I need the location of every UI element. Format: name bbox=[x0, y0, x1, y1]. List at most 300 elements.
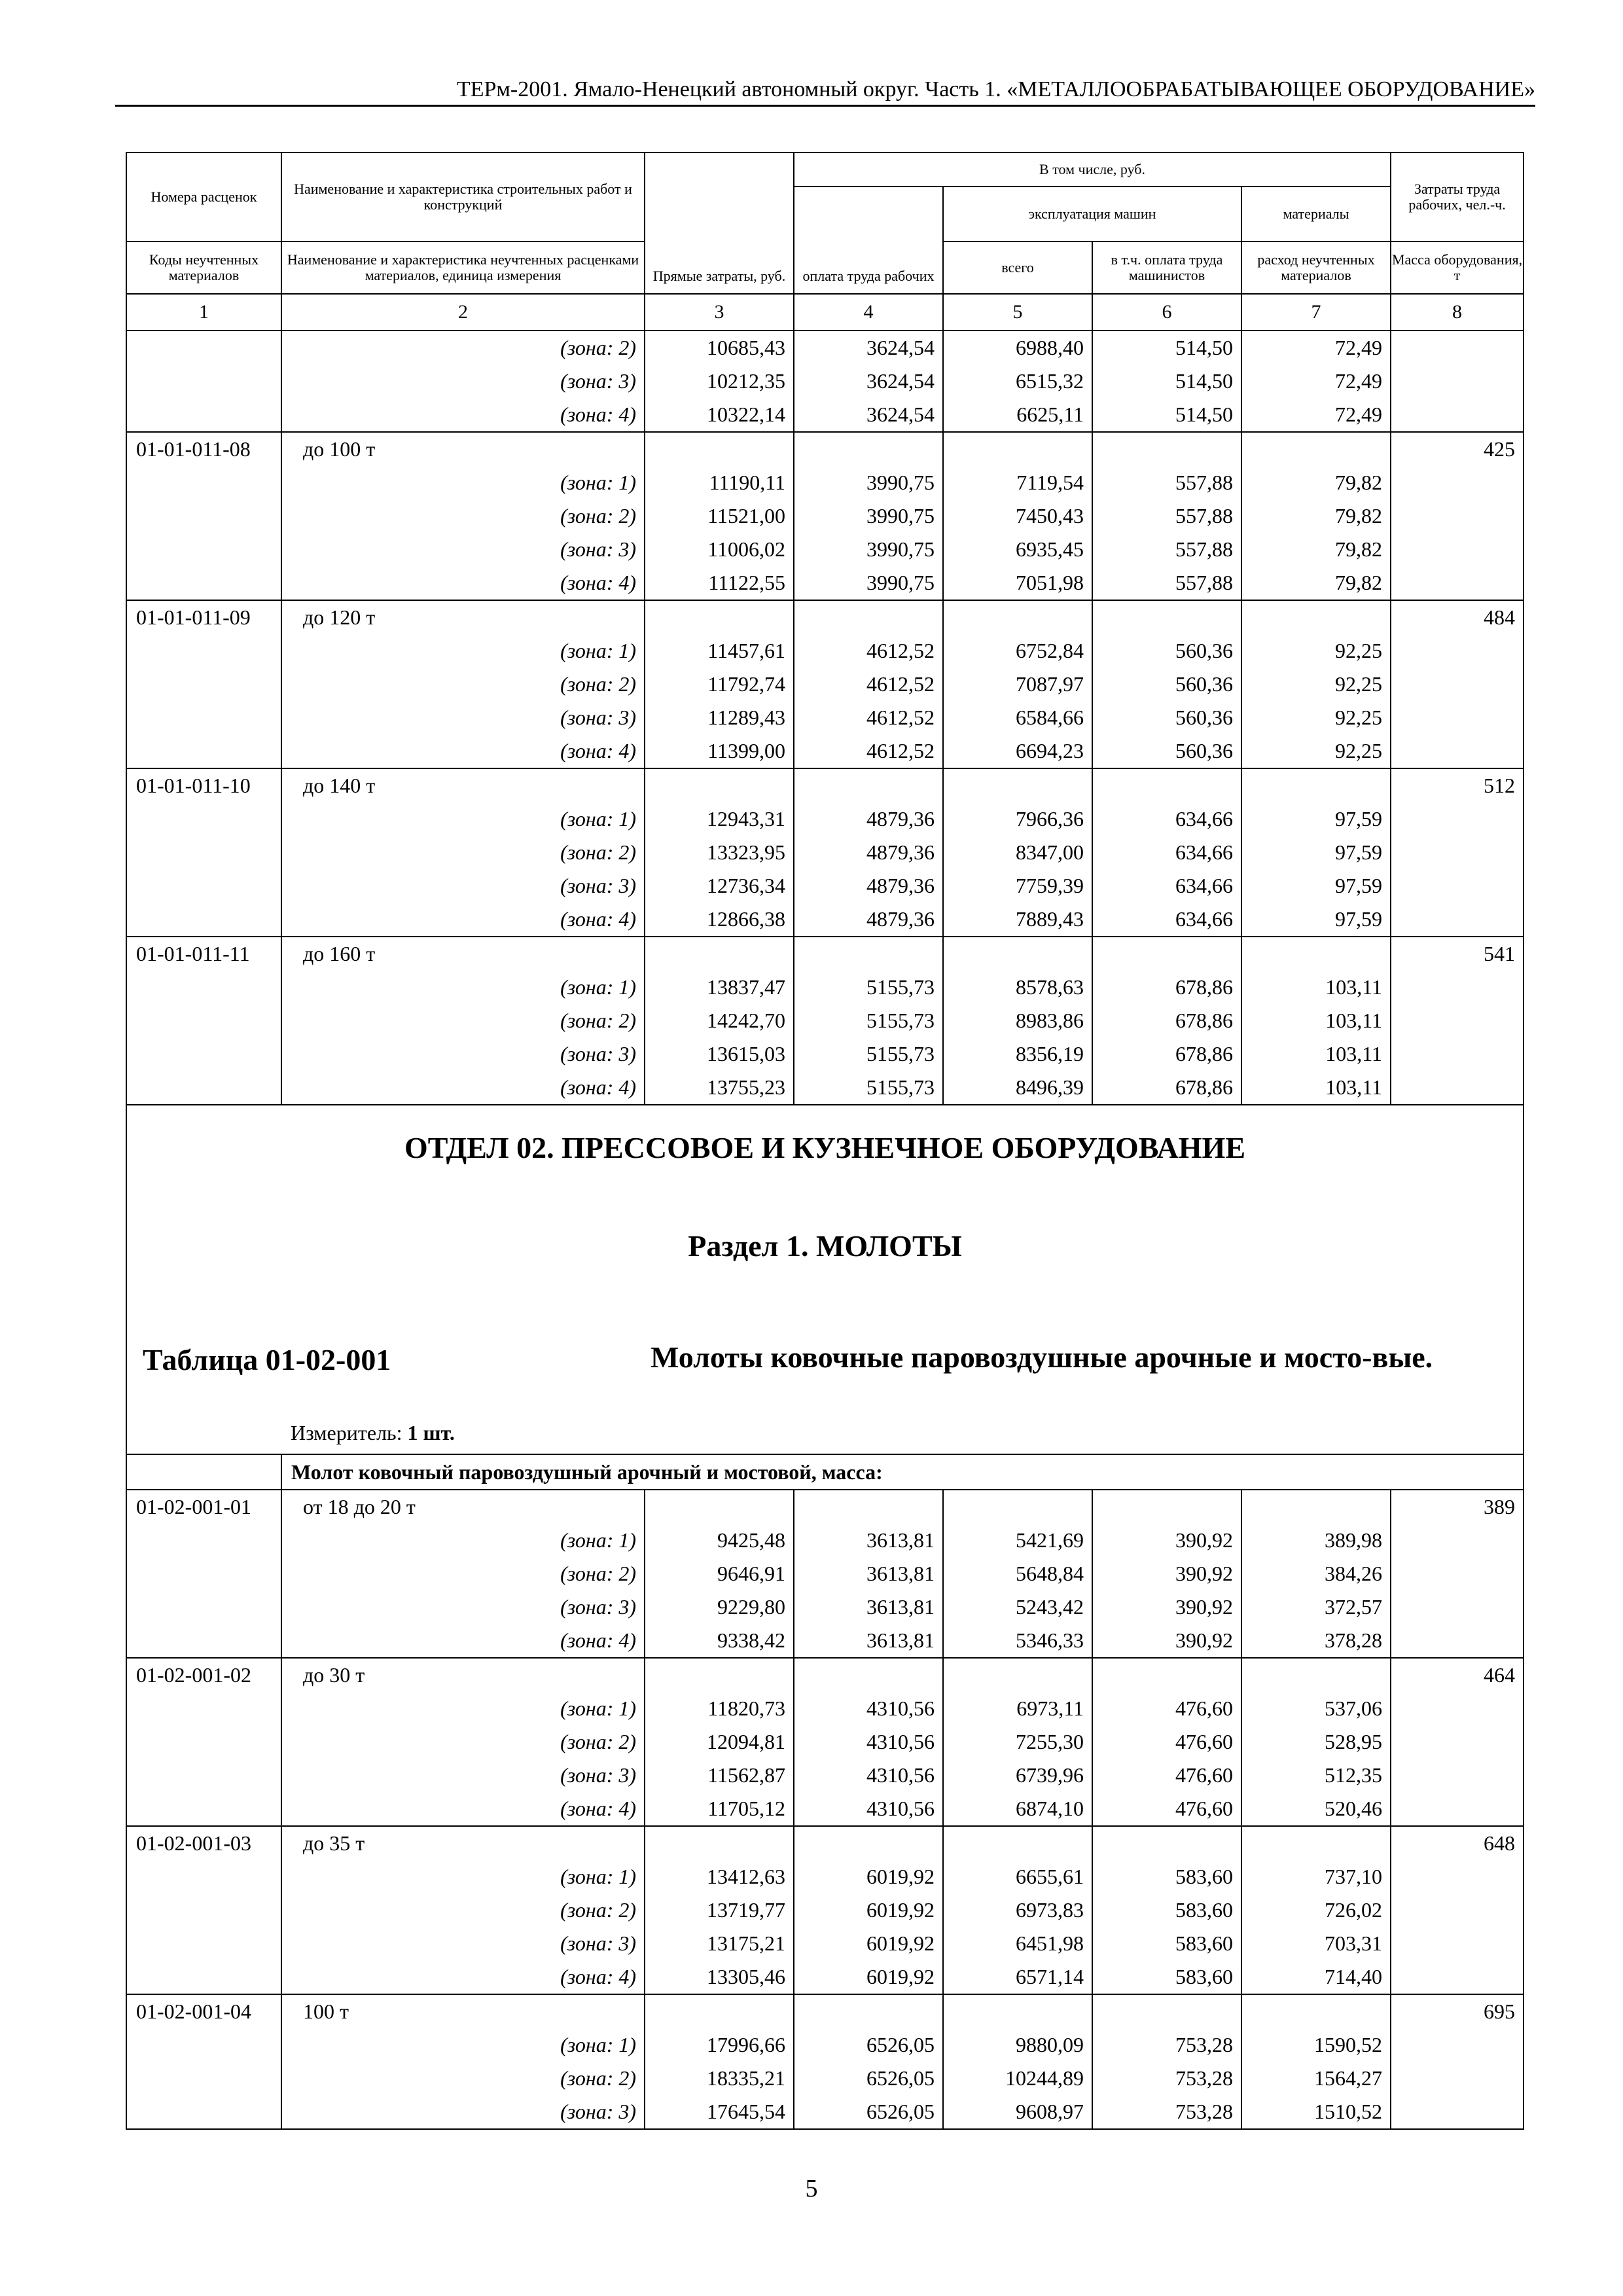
materials-cell: 703,31 bbox=[1241, 1927, 1391, 1960]
direct-costs-cell: 10685,43 bbox=[645, 331, 794, 365]
machines-total-cell: 7759,39 bbox=[943, 869, 1092, 903]
machines-total-cell bbox=[943, 432, 1092, 466]
header-total: всего bbox=[943, 242, 1092, 294]
header-rate-numbers: Номера расценок bbox=[126, 152, 281, 242]
table-row bbox=[126, 937, 1524, 971]
mass-cell bbox=[1391, 1893, 1524, 1927]
rate-code bbox=[126, 668, 281, 701]
mass-cell: 484 bbox=[1391, 600, 1524, 634]
worker-pay-cell: 3990,75 bbox=[794, 466, 943, 499]
direct-costs-cell bbox=[645, 600, 794, 634]
subsection-title: Раздел 1. МОЛОТЫ bbox=[688, 1229, 962, 1263]
worker-pay-cell: 4879,36 bbox=[794, 836, 943, 869]
item-name: до 100 т bbox=[281, 432, 645, 466]
materials-cell: 512,35 bbox=[1241, 1759, 1391, 1792]
mass-cell: 389 bbox=[1391, 1490, 1524, 1524]
machinist-pay-cell: 557,88 bbox=[1092, 466, 1241, 499]
zone-label: (зона: 4) bbox=[281, 1624, 645, 1658]
mass-cell bbox=[1391, 903, 1524, 937]
direct-costs-cell: 14242,70 bbox=[645, 1004, 794, 1037]
materials-cell: 97,59 bbox=[1241, 903, 1391, 937]
direct-costs-cell: 11289,43 bbox=[645, 701, 794, 734]
machinist-pay-cell bbox=[1092, 1658, 1241, 1692]
machines-total-cell: 6752,84 bbox=[943, 634, 1092, 668]
direct-costs-cell: 13412,63 bbox=[645, 1860, 794, 1893]
materials-cell bbox=[1241, 768, 1391, 802]
machinist-pay-cell: 753,28 bbox=[1092, 2062, 1241, 2095]
machinist-pay-cell: 678,86 bbox=[1092, 1037, 1241, 1071]
materials-cell: 528,95 bbox=[1241, 1725, 1391, 1759]
table-row bbox=[126, 1004, 1524, 1037]
table-row bbox=[126, 1557, 1524, 1590]
table-row bbox=[126, 398, 1524, 432]
machines-total-cell: 6694,23 bbox=[943, 734, 1092, 768]
zone-label: (зона: 2) bbox=[281, 1004, 645, 1037]
materials-cell: 520,46 bbox=[1241, 1792, 1391, 1826]
table-row bbox=[126, 432, 1524, 466]
header-worker-pay: оплата труда рабочих bbox=[794, 187, 943, 294]
direct-costs-cell: 10212,35 bbox=[645, 365, 794, 398]
machines-total-cell: 5346,33 bbox=[943, 1624, 1092, 1658]
table-label: Таблица 01-02-001 bbox=[143, 1343, 391, 1376]
table-row bbox=[126, 1792, 1524, 1826]
worker-pay-cell: 4612,52 bbox=[794, 668, 943, 701]
mass-cell: 541 bbox=[1391, 937, 1524, 971]
direct-costs-cell: 11820,73 bbox=[645, 1692, 794, 1725]
table-row bbox=[126, 1927, 1524, 1960]
worker-pay-cell: 4310,56 bbox=[794, 1792, 943, 1826]
direct-costs-cell: 11705,12 bbox=[645, 1792, 794, 1826]
table-row bbox=[126, 2028, 1524, 2062]
header-material-name: Наименование и характеристика неучтенных расценками материалов, единица измерения bbox=[281, 242, 645, 294]
worker-pay-cell: 6019,92 bbox=[794, 1860, 943, 1893]
materials-cell bbox=[1241, 600, 1391, 634]
machines-total-cell bbox=[943, 1658, 1092, 1692]
header-materials: материалы bbox=[1241, 187, 1391, 242]
machinist-pay-cell: 557,88 bbox=[1092, 566, 1241, 600]
zone-label: (зона: 3) bbox=[281, 2095, 645, 2129]
mass-cell bbox=[1391, 2062, 1524, 2095]
materials-cell: 378,28 bbox=[1241, 1624, 1391, 1658]
column-number: 3 bbox=[645, 294, 794, 331]
rate-code bbox=[126, 1927, 281, 1960]
direct-costs-cell: 10322,14 bbox=[645, 398, 794, 432]
machines-total-cell bbox=[943, 600, 1092, 634]
direct-costs-cell: 11457,61 bbox=[645, 634, 794, 668]
rate-code bbox=[126, 1624, 281, 1658]
table-row bbox=[126, 1590, 1524, 1624]
table-row bbox=[126, 701, 1524, 734]
machines-total-cell bbox=[943, 1826, 1092, 1860]
direct-costs-cell bbox=[645, 432, 794, 466]
rate-code bbox=[126, 1792, 281, 1826]
direct-costs-cell: 12866,38 bbox=[645, 903, 794, 937]
meter-value: 1 шт. bbox=[407, 1421, 455, 1444]
machines-total-cell: 7119,54 bbox=[943, 466, 1092, 499]
table-row bbox=[126, 634, 1524, 668]
zone-label: (зона: 2) bbox=[281, 1893, 645, 1927]
direct-costs-cell: 9646,91 bbox=[645, 1557, 794, 1590]
materials-cell bbox=[1241, 1658, 1391, 1692]
zone-label: (зона: 4) bbox=[281, 1071, 645, 1105]
table-row bbox=[126, 1893, 1524, 1927]
zone-label: (зона: 2) bbox=[281, 668, 645, 701]
machines-total-cell: 6451,98 bbox=[943, 1927, 1092, 1960]
worker-pay-cell: 3624,54 bbox=[794, 365, 943, 398]
machines-total-cell: 6584,66 bbox=[943, 701, 1092, 734]
mass-cell bbox=[1391, 1524, 1524, 1557]
materials-cell: 72,49 bbox=[1241, 398, 1391, 432]
machines-total-cell: 6625,11 bbox=[943, 398, 1092, 432]
rate-code bbox=[126, 1590, 281, 1624]
direct-costs-cell: 13837,47 bbox=[645, 971, 794, 1004]
worker-pay-cell bbox=[794, 432, 943, 466]
machines-total-cell: 8983,86 bbox=[943, 1004, 1092, 1037]
machinist-pay-cell: 583,60 bbox=[1092, 1860, 1241, 1893]
direct-costs-cell: 13719,77 bbox=[645, 1893, 794, 1927]
rate-code bbox=[126, 1725, 281, 1759]
running-header: ТЕРм-2001. Ямало-Ненецкий автономный округ. Часть 1. «МЕТАЛЛООБРАБАТЫВАЮЩЕЕ ОБОРУДОВАНИЕ» bbox=[456, 77, 1535, 101]
zone-label: (зона: 1) bbox=[281, 1692, 645, 1725]
table-row bbox=[126, 734, 1524, 768]
materials-cell: 72,49 bbox=[1241, 331, 1391, 365]
mass-cell bbox=[1391, 2028, 1524, 2062]
worker-pay-cell: 4310,56 bbox=[794, 1725, 943, 1759]
item-name: до 30 т bbox=[281, 1658, 645, 1692]
machinist-pay-cell: 583,60 bbox=[1092, 1893, 1241, 1927]
mass-cell bbox=[1391, 1725, 1524, 1759]
mass-cell bbox=[1391, 1860, 1524, 1893]
machinist-pay-cell: 634,66 bbox=[1092, 869, 1241, 903]
machinist-pay-cell: 753,28 bbox=[1092, 2028, 1241, 2062]
header-equipment-mass: Масса оборудования, т bbox=[1391, 242, 1524, 294]
table-row bbox=[126, 1490, 1524, 1524]
materials-cell: 1510,52 bbox=[1241, 2095, 1391, 2129]
item-name: до 120 т bbox=[281, 600, 645, 634]
machinist-pay-cell: 514,50 bbox=[1092, 398, 1241, 432]
machines-total-cell: 10244,89 bbox=[943, 2062, 1092, 2095]
materials-cell: 92,25 bbox=[1241, 701, 1391, 734]
zone-label: (зона: 3) bbox=[281, 869, 645, 903]
header-unaccounted-materials: расход неучтенных материалов bbox=[1241, 242, 1391, 294]
table-row bbox=[126, 2062, 1524, 2095]
table-row bbox=[126, 1826, 1524, 1860]
machinist-pay-cell: 634,66 bbox=[1092, 836, 1241, 869]
direct-costs-cell: 12094,81 bbox=[645, 1725, 794, 1759]
direct-costs-cell bbox=[645, 937, 794, 971]
mass-cell bbox=[1391, 1792, 1524, 1826]
worker-pay-cell: 5155,73 bbox=[794, 971, 943, 1004]
measurement-unit bbox=[291, 1421, 455, 1445]
zone-label: (зона: 3) bbox=[281, 1590, 645, 1624]
table-row bbox=[126, 1692, 1524, 1725]
materials-cell bbox=[1241, 937, 1391, 971]
direct-costs-cell: 9425,48 bbox=[645, 1524, 794, 1557]
worker-pay-cell bbox=[794, 600, 943, 634]
table-row bbox=[126, 802, 1524, 836]
worker-pay-cell: 3990,75 bbox=[794, 533, 943, 566]
zone-label: (зона: 1) bbox=[281, 466, 645, 499]
machines-total-cell: 9608,97 bbox=[943, 2095, 1092, 2129]
rate-code bbox=[126, 1759, 281, 1792]
machinist-pay-cell: 634,66 bbox=[1092, 903, 1241, 937]
mass-cell bbox=[1391, 1557, 1524, 1590]
mass-cell: 464 bbox=[1391, 1658, 1524, 1692]
table-row bbox=[126, 836, 1524, 869]
table-row bbox=[126, 1725, 1524, 1759]
rate-code: 01-02-001-04 bbox=[126, 1994, 281, 2028]
rate-code bbox=[126, 1004, 281, 1037]
machinist-pay-cell: 678,86 bbox=[1092, 1004, 1241, 1037]
machines-total-cell: 6988,40 bbox=[943, 331, 1092, 365]
worker-pay-cell: 5155,73 bbox=[794, 1004, 943, 1037]
machines-total-cell: 7051,98 bbox=[943, 566, 1092, 600]
column-number: 4 bbox=[794, 294, 943, 331]
machinist-pay-cell: 560,36 bbox=[1092, 734, 1241, 768]
rate-code bbox=[126, 1692, 281, 1725]
direct-costs-cell bbox=[645, 1826, 794, 1860]
zone-label: (зона: 4) bbox=[281, 734, 645, 768]
worker-pay-cell: 6526,05 bbox=[794, 2095, 943, 2129]
direct-costs-cell: 9229,80 bbox=[645, 1590, 794, 1624]
zone-label: (зона: 4) bbox=[281, 398, 645, 432]
worker-pay-cell: 3990,75 bbox=[794, 566, 943, 600]
rate-code bbox=[126, 1524, 281, 1557]
rate-code bbox=[126, 634, 281, 668]
worker-pay-cell: 6019,92 bbox=[794, 1893, 943, 1927]
machines-total-cell: 6571,14 bbox=[943, 1960, 1092, 1994]
mass-cell bbox=[1391, 1071, 1524, 1105]
direct-costs-cell bbox=[645, 1658, 794, 1692]
rate-code: 01-02-001-02 bbox=[126, 1658, 281, 1692]
header-machinist-pay: в т.ч. оплата труда машинистов bbox=[1092, 242, 1241, 294]
mass-cell bbox=[1391, 701, 1524, 734]
mass-cell bbox=[1391, 668, 1524, 701]
machines-total-cell: 8496,39 bbox=[943, 1071, 1092, 1105]
materials-cell: 97,59 bbox=[1241, 836, 1391, 869]
worker-pay-cell: 4612,52 bbox=[794, 634, 943, 668]
direct-costs-cell: 11006,02 bbox=[645, 533, 794, 566]
rate-code bbox=[126, 971, 281, 1004]
machinist-pay-cell: 634,66 bbox=[1092, 802, 1241, 836]
rate-code bbox=[126, 2028, 281, 2062]
rate-code bbox=[126, 802, 281, 836]
rate-code bbox=[126, 1960, 281, 1994]
zone-label: (зона: 4) bbox=[281, 903, 645, 937]
section-block bbox=[126, 1105, 1524, 1454]
mass-cell bbox=[1391, 1037, 1524, 1071]
zone-label: (зона: 3) bbox=[281, 365, 645, 398]
worker-pay-cell: 3613,81 bbox=[794, 1557, 943, 1590]
mass-cell bbox=[1391, 331, 1524, 365]
column-number: 5 bbox=[943, 294, 1092, 331]
direct-costs-cell: 13175,21 bbox=[645, 1927, 794, 1960]
machines-total-cell: 7889,43 bbox=[943, 903, 1092, 937]
direct-costs-cell: 9338,42 bbox=[645, 1624, 794, 1658]
machines-total-cell: 6935,45 bbox=[943, 533, 1092, 566]
rate-code: 01-01-011-11 bbox=[126, 937, 281, 971]
machines-total-cell: 7087,97 bbox=[943, 668, 1092, 701]
worker-pay-cell: 5155,73 bbox=[794, 1071, 943, 1105]
table-row bbox=[126, 768, 1524, 802]
materials-cell: 79,82 bbox=[1241, 533, 1391, 566]
rate-code bbox=[126, 1893, 281, 1927]
rate-code bbox=[126, 466, 281, 499]
machinist-pay-cell: 390,92 bbox=[1092, 1524, 1241, 1557]
machinist-pay-cell bbox=[1092, 432, 1241, 466]
zone-label: (зона: 4) bbox=[281, 1960, 645, 1994]
machines-total-cell: 6874,10 bbox=[943, 1792, 1092, 1826]
item-name: 100 т bbox=[281, 1994, 645, 2028]
table-row bbox=[126, 1759, 1524, 1792]
mass-cell bbox=[1391, 971, 1524, 1004]
machinist-pay-cell: 476,60 bbox=[1092, 1792, 1241, 1826]
materials-cell: 726,02 bbox=[1241, 1893, 1391, 1927]
materials-cell: 372,57 bbox=[1241, 1590, 1391, 1624]
machinist-pay-cell: 390,92 bbox=[1092, 1590, 1241, 1624]
machines-total-cell: 6515,32 bbox=[943, 365, 1092, 398]
header-work-name: Наименование и характеристика строительных работ и конструкций bbox=[281, 152, 645, 242]
worker-pay-cell: 6526,05 bbox=[794, 2028, 943, 2062]
machinist-pay-cell: 514,50 bbox=[1092, 365, 1241, 398]
materials-cell: 72,49 bbox=[1241, 365, 1391, 398]
machines-total-cell: 6739,96 bbox=[943, 1759, 1092, 1792]
direct-costs-cell: 13305,46 bbox=[645, 1960, 794, 1994]
zone-label: (зона: 1) bbox=[281, 1524, 645, 1557]
machinist-pay-cell: 476,60 bbox=[1092, 1692, 1241, 1725]
section-cell bbox=[126, 1105, 1524, 1454]
mass-cell bbox=[1391, 466, 1524, 499]
materials-cell: 714,40 bbox=[1241, 1960, 1391, 1994]
table-row bbox=[126, 466, 1524, 499]
mass-cell: 425 bbox=[1391, 432, 1524, 466]
column-number: 1 bbox=[126, 294, 281, 331]
worker-pay-cell: 3613,81 bbox=[794, 1590, 943, 1624]
direct-costs-cell bbox=[645, 1994, 794, 2028]
rate-code bbox=[126, 734, 281, 768]
direct-costs-cell: 13323,95 bbox=[645, 836, 794, 869]
worker-pay-cell: 6019,92 bbox=[794, 1927, 943, 1960]
header-including: В том числе, руб. bbox=[794, 152, 1391, 187]
direct-costs-cell: 11122,55 bbox=[645, 566, 794, 600]
machines-total-cell: 5648,84 bbox=[943, 1557, 1092, 1590]
rate-code bbox=[126, 1071, 281, 1105]
worker-pay-cell: 3613,81 bbox=[794, 1524, 943, 1557]
table-row bbox=[126, 1071, 1524, 1105]
zone-label: (зона: 3) bbox=[281, 533, 645, 566]
mass-cell bbox=[1391, 533, 1524, 566]
table-row bbox=[126, 1860, 1524, 1893]
zone-label: (зона: 3) bbox=[281, 701, 645, 734]
direct-costs-cell: 11562,87 bbox=[645, 1759, 794, 1792]
machinist-pay-cell: 583,60 bbox=[1092, 1960, 1241, 1994]
materials-cell bbox=[1241, 1826, 1391, 1860]
materials-cell: 1590,52 bbox=[1241, 2028, 1391, 2062]
worker-pay-cell bbox=[794, 1826, 943, 1860]
machinist-pay-cell: 560,36 bbox=[1092, 668, 1241, 701]
worker-pay-cell: 5155,73 bbox=[794, 1037, 943, 1071]
table-caption: Молоты ковочные паровоздушные арочные и мосто-вые. bbox=[651, 1340, 1433, 1374]
machines-total-cell bbox=[943, 1490, 1092, 1524]
zone-label: (зона: 2) bbox=[281, 1557, 645, 1590]
machinist-pay-cell bbox=[1092, 768, 1241, 802]
machines-total-cell: 7255,30 bbox=[943, 1725, 1092, 1759]
item-name: от 18 до 20 т bbox=[281, 1490, 645, 1524]
rate-code: 01-01-011-09 bbox=[126, 600, 281, 634]
worker-pay-cell: 6019,92 bbox=[794, 1960, 943, 1994]
materials-cell bbox=[1241, 1994, 1391, 2028]
materials-cell: 97,59 bbox=[1241, 802, 1391, 836]
zone-label: (зона: 2) bbox=[281, 499, 645, 533]
rate-code: 01-01-011-10 bbox=[126, 768, 281, 802]
zone-label: (зона: 4) bbox=[281, 1792, 645, 1826]
rates-table bbox=[126, 152, 1524, 2130]
table-row bbox=[126, 2095, 1524, 2129]
table-row bbox=[126, 331, 1524, 365]
header-direct-costs: Прямые затраты, руб. bbox=[645, 152, 794, 294]
table-row bbox=[126, 1524, 1524, 1557]
rate-code bbox=[126, 836, 281, 869]
machines-total-cell: 5243,42 bbox=[943, 1590, 1092, 1624]
machines-total-cell: 9880,09 bbox=[943, 2028, 1092, 2062]
zone-label: (зона: 2) bbox=[281, 1725, 645, 1759]
materials-cell: 103,11 bbox=[1241, 1004, 1391, 1037]
zone-label: (зона: 3) bbox=[281, 1759, 645, 1792]
worker-pay-cell: 4879,36 bbox=[794, 869, 943, 903]
machinist-pay-cell: 583,60 bbox=[1092, 1927, 1241, 1960]
zone-label: (зона: 4) bbox=[281, 566, 645, 600]
direct-costs-cell bbox=[645, 768, 794, 802]
table-row bbox=[126, 971, 1524, 1004]
mass-cell bbox=[1391, 1624, 1524, 1658]
meter-label: Измеритель: bbox=[291, 1421, 402, 1444]
direct-costs-cell: 11521,00 bbox=[645, 499, 794, 533]
materials-cell: 103,11 bbox=[1241, 1071, 1391, 1105]
machinist-pay-cell: 557,88 bbox=[1092, 499, 1241, 533]
rate-code bbox=[126, 398, 281, 432]
materials-cell: 737,10 bbox=[1241, 1860, 1391, 1893]
rate-code bbox=[126, 566, 281, 600]
machines-total-cell bbox=[943, 1994, 1092, 2028]
machinist-pay-cell bbox=[1092, 937, 1241, 971]
zone-label: (зона: 2) bbox=[281, 836, 645, 869]
materials-cell: 92,25 bbox=[1241, 634, 1391, 668]
mass-cell: 512 bbox=[1391, 768, 1524, 802]
table-row bbox=[126, 1624, 1524, 1658]
rate-code bbox=[126, 1557, 281, 1590]
worker-pay-cell bbox=[794, 768, 943, 802]
machinist-pay-cell: 514,50 bbox=[1092, 331, 1241, 365]
worker-pay-cell: 3624,54 bbox=[794, 398, 943, 432]
mass-cell bbox=[1391, 1692, 1524, 1725]
materials-cell: 97,59 bbox=[1241, 869, 1391, 903]
mass-cell bbox=[1391, 566, 1524, 600]
materials-cell: 79,82 bbox=[1241, 466, 1391, 499]
materials-cell bbox=[1241, 432, 1391, 466]
machines-total-cell: 6973,83 bbox=[943, 1893, 1092, 1927]
table-row bbox=[126, 1960, 1524, 1994]
mass-cell bbox=[1391, 869, 1524, 903]
direct-costs-cell: 18335,21 bbox=[645, 2062, 794, 2095]
worker-pay-cell: 4612,52 bbox=[794, 734, 943, 768]
materials-cell: 537,06 bbox=[1241, 1692, 1391, 1725]
machines-total-cell: 8356,19 bbox=[943, 1037, 1092, 1071]
table-row bbox=[126, 533, 1524, 566]
worker-pay-cell: 4310,56 bbox=[794, 1759, 943, 1792]
rate-code bbox=[126, 2062, 281, 2095]
rate-code: 01-02-001-01 bbox=[126, 1490, 281, 1524]
direct-costs-cell: 11399,00 bbox=[645, 734, 794, 768]
